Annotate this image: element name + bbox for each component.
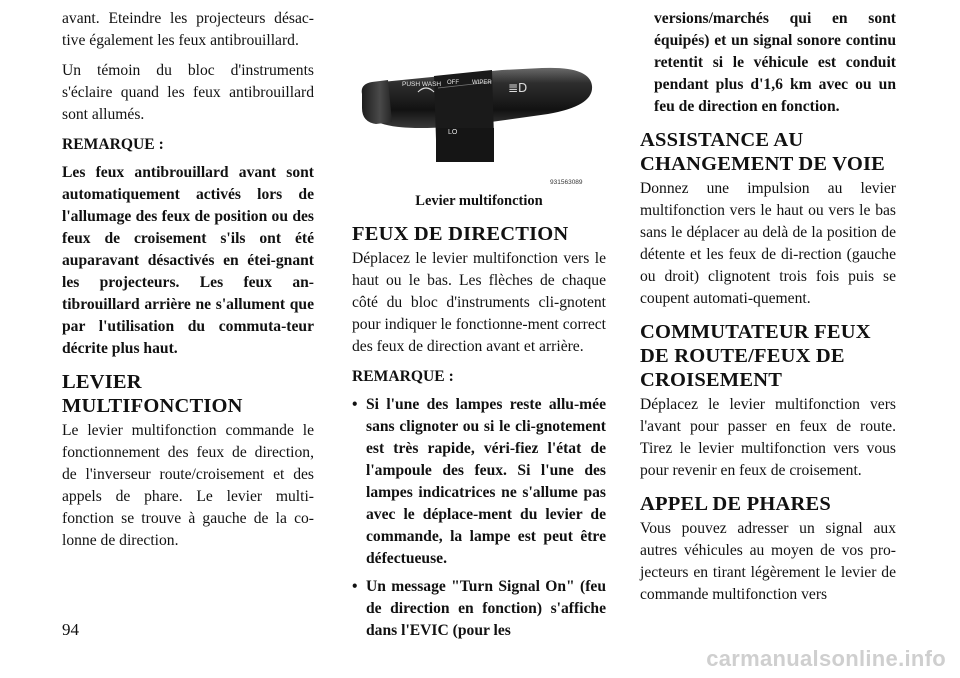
column-left — [62, 8, 314, 560]
figure-code: 931563089 — [550, 179, 583, 186]
heading-commutateur: COMMUTATEUR FEUX DE ROUTE/FEUX DE CROISEMENT — [640, 321, 871, 391]
headlamp-icon: ≣D — [508, 81, 528, 95]
lever-figure — [352, 28, 606, 190]
column-middle — [352, 28, 606, 648]
paragraph-feux-direction: Déplacez le levier multifonction vers le haut ou le bas. Les flèches de chaque côté du bloc d'instruments cli-gnotent pour indiquer le fonctionne-ment correct des feux de direction avant et arrière. — [352, 250, 606, 355]
remark-label-2: REMARQUE : — [352, 368, 454, 385]
paragraph-assistance: Donnez une impulsion au levier multifonction vers le haut ou vers le bas sans le déplacer au delà de la position de détente et les feux de di-rection (gauche ou droit) clignotent trois fois puis se coupent automati-quement. — [640, 180, 896, 307]
lever-tip — [362, 80, 392, 124]
watermark: carmanualsonline.info — [706, 646, 946, 671]
paragraph-commutateur: Déplacez le levier multifonction vers l'avant pour passer en feux de route. Tirez le levier multifonction vers vous pour revenir en feux de croisement. — [640, 396, 896, 479]
heading-assistance-changement: ASSISTANCE AU CHANGEMENT DE VOIE — [640, 129, 886, 175]
multifunction-lever-illustration — [352, 28, 606, 190]
label-push-wash: PUSH WASH — [402, 81, 442, 88]
remark-list — [352, 394, 606, 642]
label-off: OFF — [447, 80, 459, 86]
paragraph-levier-description: Le levier multifonction commande le fonctionnement des feux de direction, de l'inverseur route/croisement et des appels de phare. Le levier multi-fonction se trouve à gauche de la co-lonne de direction. — [62, 422, 314, 549]
remark-note: Les feux antibrouillard avant sont automatiquement activés lors de l'allumage des feux de position ou des feux de croisement s'ils ont été auparavant désactivés en étei-gnant les projecteurs. Les feux an-tibrouillard arrière ne s'allument que par l'utilisation du commuta-teur décrite plus haut. — [62, 164, 314, 357]
label-lo: LO — [448, 129, 458, 136]
paragraph-fog-indicator: Un témoin du bloc d'instruments s'éclaire quand les feux antibrouillard sont allumés. — [62, 62, 314, 123]
lever-ring-band — [436, 128, 494, 162]
heading-feux-direction: FEUX DE DIRECTION — [352, 223, 569, 245]
page-number: 94 — [62, 620, 79, 639]
label-wiper: WIPER — [472, 80, 492, 86]
bullet-continuation: versions/marchés qui en sont équipés) et un signal sonore continu retentit si le véhicule est conduit pendant plus d'1,6 km avec ou un feu de direction en fonction. — [654, 10, 896, 115]
heading-appel-phares: APPEL DE PHARES — [640, 493, 831, 515]
list-item: • Si l'une des lampes reste allu-mée sans clignoter ou si le cli-gnotement est très rapide, véri-fiez l'état de l'ampoule des feux. Si l'une des lampes indicatrices ne s'allume pas avec le déplace-ment du levier de commande, la lampe est peut être défectueuse. — [352, 394, 606, 570]
remark-label: REMARQUE : — [62, 136, 164, 153]
column-right — [640, 8, 896, 614]
figure-caption: Levier multifonction — [415, 193, 543, 209]
list-item: • Un message "Turn Signal On" (feu de direction en fonction) s'affiche dans l'EVIC (pour les — [352, 576, 606, 642]
paragraph-fog-off: avant. Eteindre les projecteurs désac-tive également les feux antibrouillard. — [62, 10, 314, 49]
paragraph-appel-phares: Vous pouvez adresser un signal aux autres véhicules au moyen de vos pro-jecteurs en tirant légèrement le levier de commande multifonction vers — [640, 520, 896, 603]
heading-levier-multifonction: LEVIER MULTIFONCTION — [62, 371, 243, 417]
